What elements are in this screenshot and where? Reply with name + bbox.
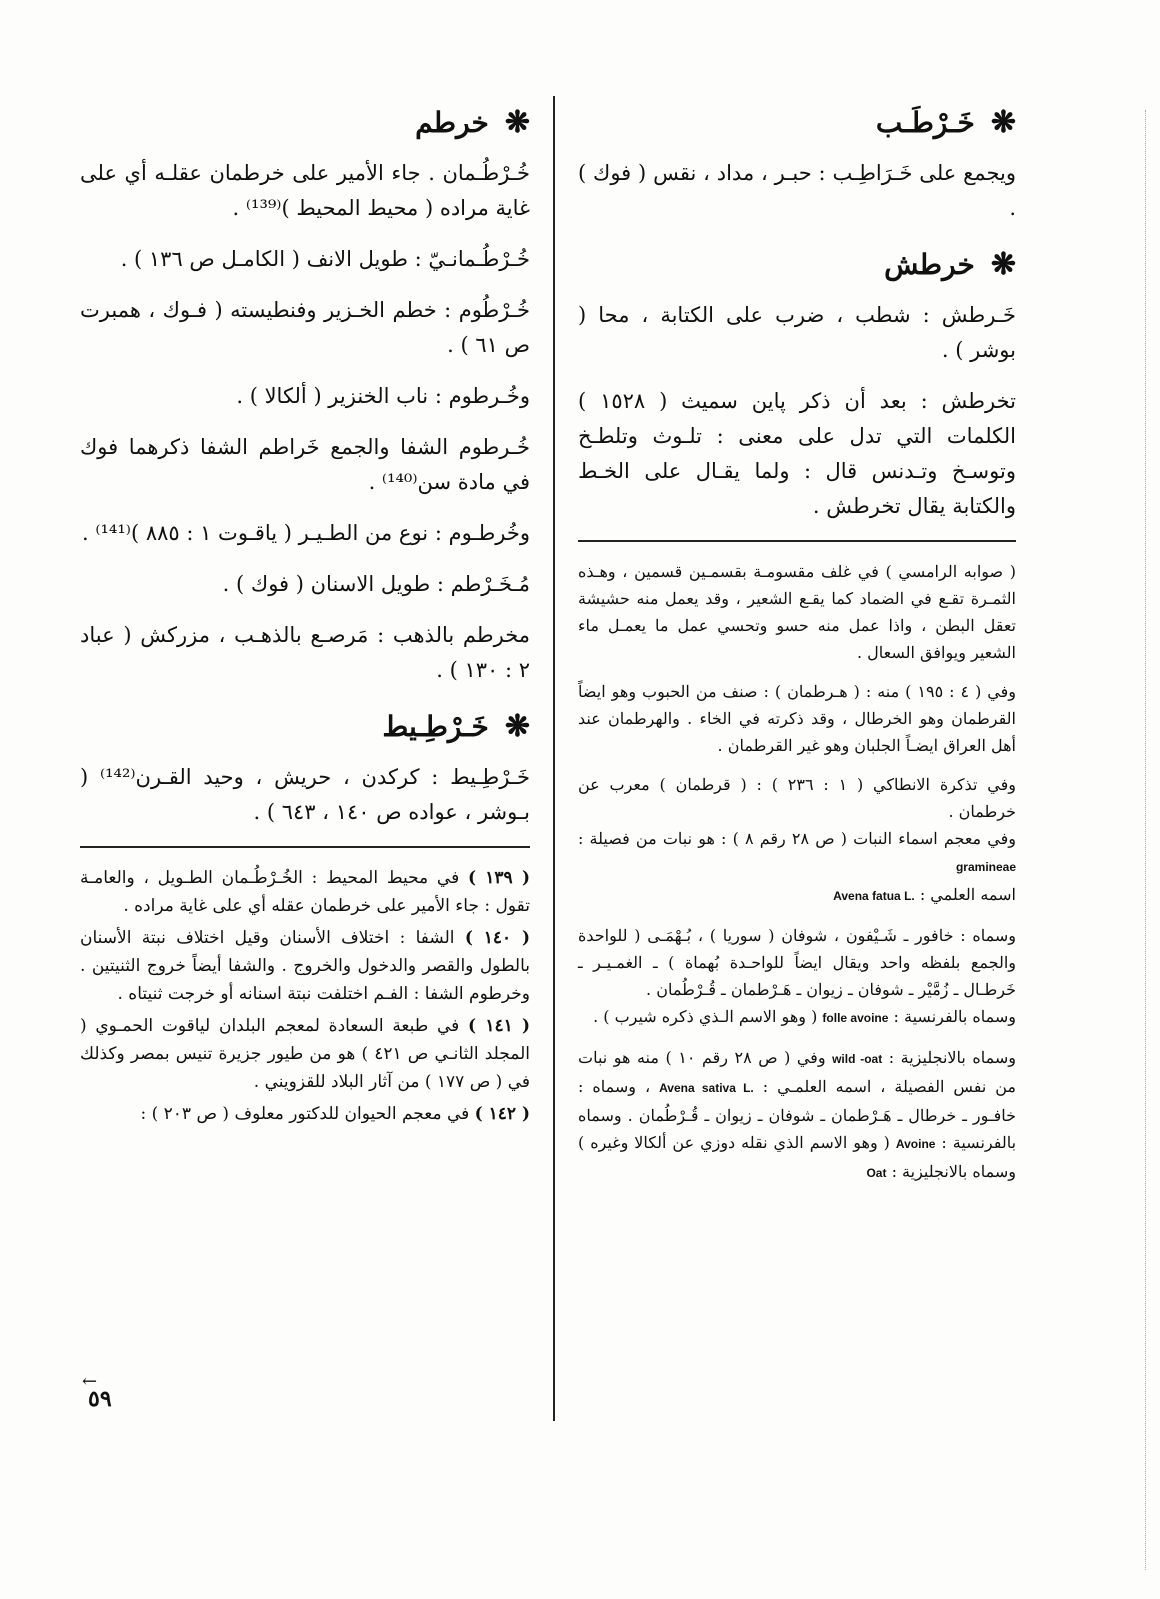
entry-text: مُـخَـرْطم : طويل الاسنان ( فوك ) . (222, 572, 530, 596)
footnote-number: ( ١٤١ ) (468, 1016, 530, 1036)
note-paragraph: وسماه : خافور ـ شَـيْفون ، شوفان ( سوريا ) ، بُـهْمَـى ( للواحدة والجمع بلفظه واحد ويقال ايضاً للواحـدة بُهماة ) ـ الغمـيـر ـ خَرطـال ـ زُمَّيْر ـ شوفان ـ زيوان ـ هَـرْطمان ـ قُـرْطُمان . وسماه بالفرنسية : folle avoine ( وهو الاسم الـذي ذكره شيرب ) . (578, 926, 1016, 1026)
scan-edge (1145, 110, 1147, 1570)
entry-text: خُـرْطُـمان . جاء الأمير على خرطمان عقلـه أي على غاية مراده ( محيط المحيط )⁽¹³⁹⁾ . (80, 161, 530, 220)
entry-heading-khartab: ❋خَـرْطَـب (578, 100, 1016, 146)
footnote-number: ( ١٤٠ ) (464, 928, 530, 948)
footnote: ( ١٣٩ ) في محيط المحيط : الخُـرْطُـمان الطـويل ، والعامـة تقول : جاء الأمير على خرطمان عقله أي على غاية مراده . (80, 868, 530, 916)
entry-text: خُـرْطُوم : خطم الخـزير وفنطيسته ( فـوك ، همبرت ص ٦١ ) . (80, 298, 530, 357)
footnotes (80, 864, 530, 1128)
entry-text: وخُـرطوم : ناب الخنزير ( ألكالا ) . (236, 384, 530, 408)
footnote-separator (80, 846, 530, 848)
asterism-icon: ❋ (504, 709, 530, 744)
entry-text: خَـرطش : شطب ، ضرب على الكتابة ، محا ( بوشر ) . (578, 303, 1016, 362)
entry-text: خُـرْطُـمانـيّ : طويل الانف ( الكامـل ص ١٣٦ ) . (120, 247, 530, 271)
asterism-icon: ❋ (990, 105, 1016, 140)
latin-term: Oat (866, 1166, 887, 1180)
latin-term: wild -oat (832, 1052, 883, 1066)
entry-heading-khartash: ❋خرطش (578, 242, 1016, 288)
footnote-separator (578, 540, 1016, 542)
latin-term: Avena fatua L. (833, 889, 915, 903)
continue-arrow-icon: ← (82, 1371, 98, 1392)
entry-heading-khartit: ❋خَـرْطِـيط (80, 704, 530, 750)
entry-text: تخرطش : بعد أن ذكر پاين سميث ( ١٥٢٨ ) الكلمات التي تدل على معنى : تلـوث وتلطـخ وتوسـخ وتـدنس قال : ولما يقـال على الخـط والكتابة يقال تخرطش . (578, 389, 1017, 518)
entry-text: خَـرْطِـيط : كركدن ، حريش ، وحيد القـرن⁽¹⁴²⁾ ( بـوشر ، عواده ص ١٤٠ ، ٦٤٣ ) . (80, 765, 530, 824)
continued-notes (578, 558, 1016, 1187)
entry-text: خُـرطوم الشفا والجمع خَراطم الشفا ذكرهما فوك في مادة سن⁽¹⁴⁰⁾ . (80, 435, 530, 494)
note-paragraph: ( صوابه الرامسي ) في غلف مقسومـة بقسمـين قسمين ، وهـذه الثمـرة تقـع في الضماد كما يقـع الشعير ، وقد يعمل منه حشيشة تعقل البطن ، واذا عمل منه حسو وتحسي عمل ما يعمـل ماء الشعير ويوافق السعال . (578, 562, 1016, 662)
asterism-icon: ❋ (990, 247, 1016, 282)
latin-term: gramineae (955, 860, 1016, 874)
entry-text: وخُرطـوم : نوع من الطـيـر ( ياقـوت ١ : ٨٨٥ )⁽¹⁴¹⁾ . (82, 521, 530, 545)
note-paragraph: وفي ( ٤ : ١٩٥ ) منه : ( هـرطمان ) : صنف من الحبوب وهو ايضاً القرطمان وهو الخرطال ، وقد ذكرته في الخاء . والهرطمان عند أهل العراق ايضـاً الجلبان وهو غير القرطمان . (578, 682, 1016, 755)
footnote-number: ( ١٣٩ ) (467, 868, 530, 888)
page-number: ٥٩ (88, 1386, 112, 1412)
footnote-number: ( ١٤٢ ) (474, 1104, 530, 1124)
entry-text: مخرطم بالذهب : مَرصـع بالذهـب ، مزركش ( عباد ٢ : ١٣٠ ) . (80, 623, 530, 682)
footnote: ( ١٤٢ ) في معجم الحيوان للدكتور معلوف ( ص ٢٠٣ ) : (140, 1104, 530, 1124)
footnote: ( ١٤٠ ) الشفا : اختلاف الأسنان وقيل اختلاف نبتة الأسنان بالطول والقصر والدخول والخروج . والشفا أيضاً خروج الثنيتين . وخرطوم الشفا : الفـم اختلفت نبتة اسنانه أو خرجت ثنيتاه . (80, 928, 530, 1004)
latin-term: Avena sativa L. (659, 1081, 754, 1095)
entry-text: ويجمع على خَـرَاطِـب : حبـر ، مداد ، نقس ( فوك ) . (578, 161, 1016, 220)
left-column (80, 96, 530, 1132)
entry-heading-khartam: ❋خرطم (80, 100, 530, 146)
right-column (578, 96, 1016, 1199)
footnote: ( ١٤١ ) في طبعة السعادة لمعجم البلدان لياقوت الحمـوي ( المجلد الثانـي ص ٤٢١ ) هو من طيور جزيرة تنيس بمصر وكذلك في ( ص ١٧٧ ) من آثار البلاد للقزويني . (80, 1016, 530, 1092)
note-paragraph: وفي تذكرة الانطاكي ( ١ : ٢٣٦ ) : ( قرطمان ) معرب عن خرطمان . وفي معجم اسماء النبات ( ص ٢٨ رقم ٨ ) : هو نبات من فصيلة : gramineae اسمه العلمي : Avena fatua L. (578, 775, 1017, 904)
latin-term: Avoine (895, 1137, 936, 1151)
asterism-icon: ❋ (504, 105, 530, 140)
column-divider (553, 96, 555, 1421)
latin-term: folle avoine (822, 1011, 889, 1025)
note-paragraph: وسماه بالانجليزية : wild -oat وفي ( ص ٢٨ رقم ١٠ ) منه هو نبات من نفس الفصيلة ، اسمه العلمـي : Avena sativa L. ، وسماه : خافـور ـ خرطال ـ هَـرْطمان ـ شوفان ـ زيوان ـ قُـرْطُمان . وسماه بالفرنسية : Avoine ( وهو الاسم الذي نقله دوزي عن ألكالا وغيره ) وسماه بالانجليزية : Oat (578, 1048, 1017, 1181)
